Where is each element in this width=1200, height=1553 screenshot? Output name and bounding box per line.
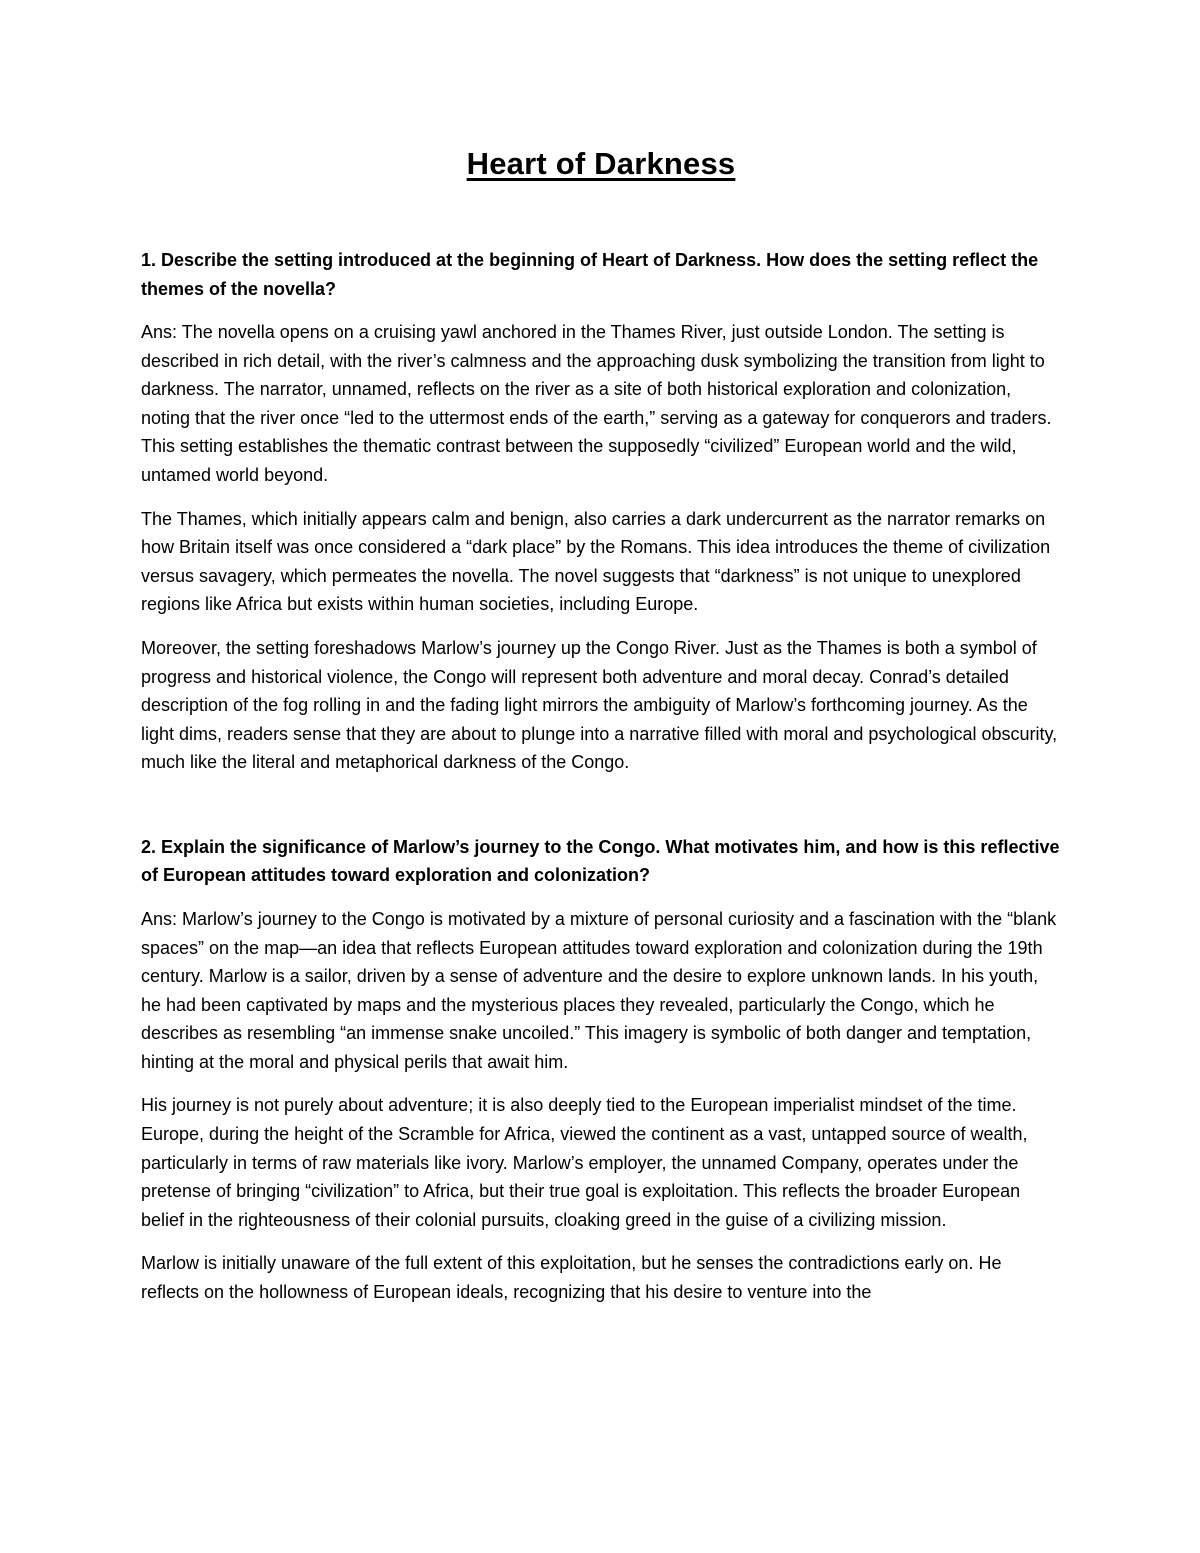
question-1-heading: 1. Describe the setting introduced at the beginning of Heart of Darkness. How does the setting reflect the themes of the novella? bbox=[141, 250, 1039, 299]
answer-2-paragraph-2: His journey is not purely about adventure; it is also deeply tied to the European imperialist mindset of the time. Europe, during the height of the Scramble for Africa, viewed the continent as a vast, untapped source of wealth, particularly in terms of raw materials like ivory. Marlow’s employer, the unnamed Company, operates under the pretense of bringing “civilization” to Africa, but their true goal is exploitation. This reflects the broader European belief in the righteousness of their colonial pursuits, cloaking greed in the guise of a civilizing mission. bbox=[141, 1095, 1028, 1230]
document-title: Heart of Darkness bbox=[466, 146, 736, 181]
answer-1-paragraph-3: Moreover, the setting foreshadows Marlow’s journey up the Congo River. Just as the Thames is both a symbol of progress and historical violence, the Congo will represent both adventure and moral decay. Conrad’s detailed description of the fog rolling in and the fading light mirrors the ambiguity of Marlow’s forthcoming journey. As the light dims, readers sense that they are about to plunge into a narrative filled with moral and psychological obscurity, much like the literal and metaphorical darkness of the Congo. bbox=[141, 637, 1058, 773]
document-body bbox=[141, 142, 1061, 1307]
answer-2-paragraph-3: Marlow is initially unaware of the full extent of this exploitation, but he senses the contradictions early on. He reflects on the hollowness of European ideals, recognizing that his desire to venture into the bbox=[141, 1253, 1002, 1303]
question-2-heading: 2. Explain the significance of Marlow’s journey to the Congo. What motivates him, and how is this reflective of European attitudes toward exploration and colonization? bbox=[141, 836, 1060, 886]
answer-1-paragraph-1: Ans: The novella opens on a cruising yawl anchored in the Thames River, just outside London. The setting is described in rich detail, with the river’s calmness and the approaching dusk symbolizing the transition from light to darkness. The narrator, unnamed, reflects on the river as a site of both historical exploration and colonization, noting that the river once “led to the uttermost ends of the earth,” serving as a gateway for conquerors and traders. This setting establishes the thematic contrast between the supposedly “civilized” European world and the wild, untamed world beyond. bbox=[141, 322, 1052, 485]
answer-1-paragraph-2: The Thames, which initially appears calm and benign, also carries a dark undercurrent as the narrator remarks on how Britain itself was once considered a “dark place” by the Romans. This idea introduces the theme of civilization versus savagery, which permeates the novella. The novel suggests that “darkness” is not unique to unexplored regions like Africa but exists within human societies, including Europe. bbox=[141, 508, 1051, 615]
answer-2-paragraph-1: Ans: Marlow’s journey to the Congo is motivated by a mixture of personal curiosity and a fascination with the “blank spaces” on the map—an idea that reflects European attitudes toward exploration and colonization during the 19th century. Marlow is a sailor, driven by a sense of adventure and the desire to explore unknown lands. In his youth, he had been captivated by maps and the mysterious places they revealed, particularly the Congo, which he describes as resembling “an immense snake uncoiled.” This imagery is symbolic of both danger and temptation, hinting at the moral and physical perils that await him. bbox=[141, 908, 1057, 1072]
